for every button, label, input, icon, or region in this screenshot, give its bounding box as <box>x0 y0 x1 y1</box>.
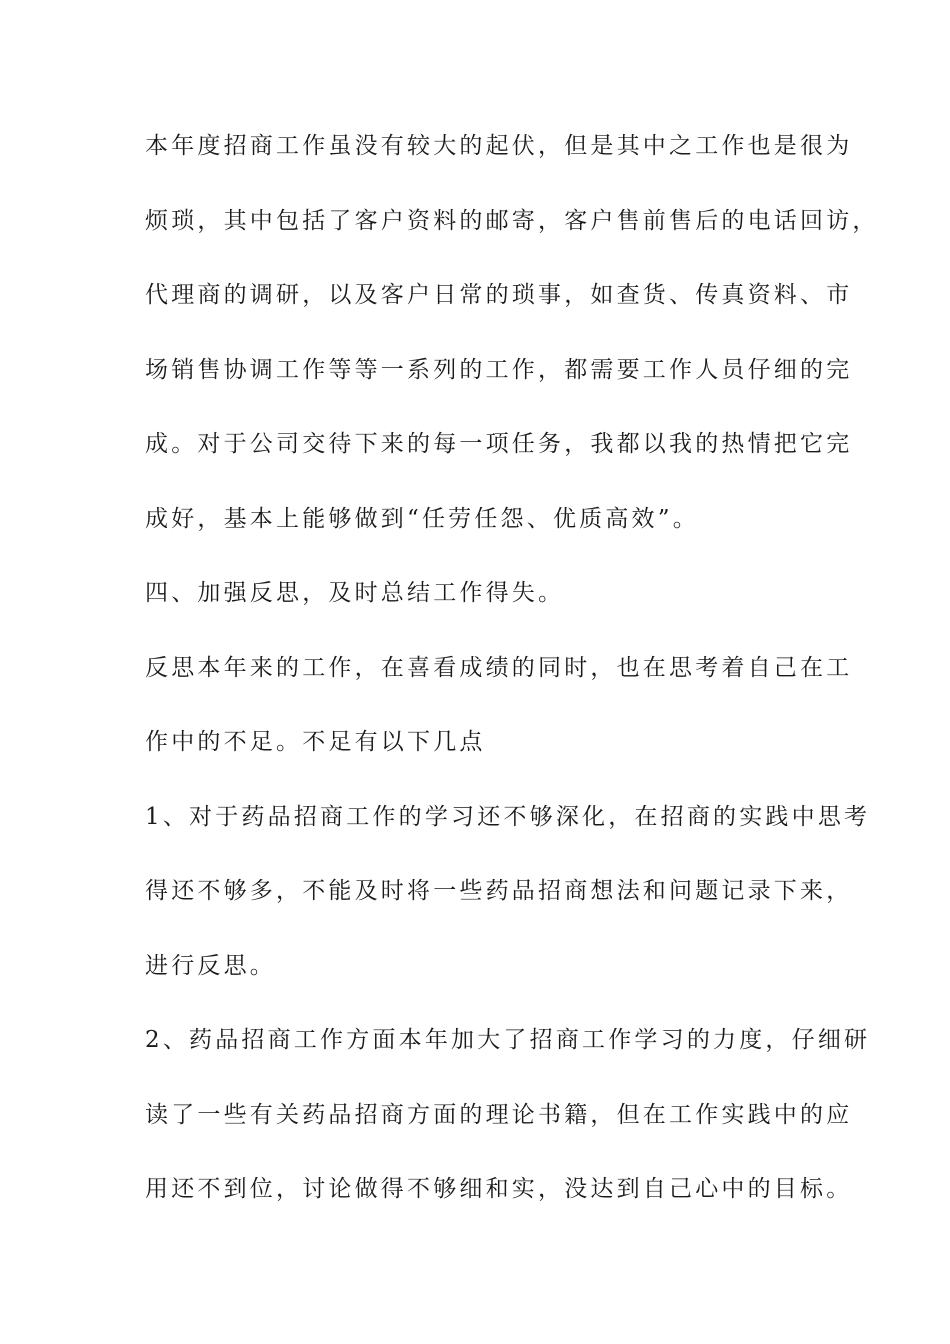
paragraph-line: 烦琐，其中包括了客户资料的邮寄，客户售前售后的电话回访， <box>145 207 879 234</box>
section-heading: 四、加强反思，及时总结工作得失。 <box>145 580 565 606</box>
document-body <box>145 128 879 1246</box>
paragraph-line: 场销售协调工作等等一系列的工作，都需要工作人员仔细的完 <box>145 356 853 383</box>
list-item-2-line: 用还不到位，讨论做得不够细和实，没达到自己心中的目标。 <box>145 1176 853 1202</box>
paragraph-line: 代理商的调研，以及客户日常的琐事，如查货、传真资料、市 <box>145 282 853 308</box>
list-item-2-line: 2、药品招商工作方面本年加大了招商工作学习的力度，仔细研 <box>145 1027 871 1053</box>
list-item-1-line: 进行反思。 <box>145 952 276 979</box>
list-item-1-line: 得还不够多，不能及时将一些药品招商想法和问题记录下来， <box>145 878 853 904</box>
paragraph-line: 成好，基本上能够做到“任劳任怨、优质高效”。 <box>145 505 699 532</box>
paragraph-line: 成。对于公司交待下来的每一项任务，我都以我的热情把它完 <box>145 431 853 457</box>
paragraph-line: 作中的不足。不足有以下几点 <box>145 729 486 755</box>
paragraph-line: 本年度招商工作虽没有较大的起伏，但是其中之工作也是很为 <box>145 133 853 159</box>
list-item-2-line: 读了一些有关药品招商方面的理论书籍，但在工作实践中的应 <box>145 1101 853 1128</box>
paragraph-line: 反思本年来的工作，在喜看成绩的同时，也在思考着自己在工 <box>145 654 853 681</box>
list-item-1-line: 1、对于药品招商工作的学习还不够深化，在招商的实践中思考 <box>145 803 871 830</box>
